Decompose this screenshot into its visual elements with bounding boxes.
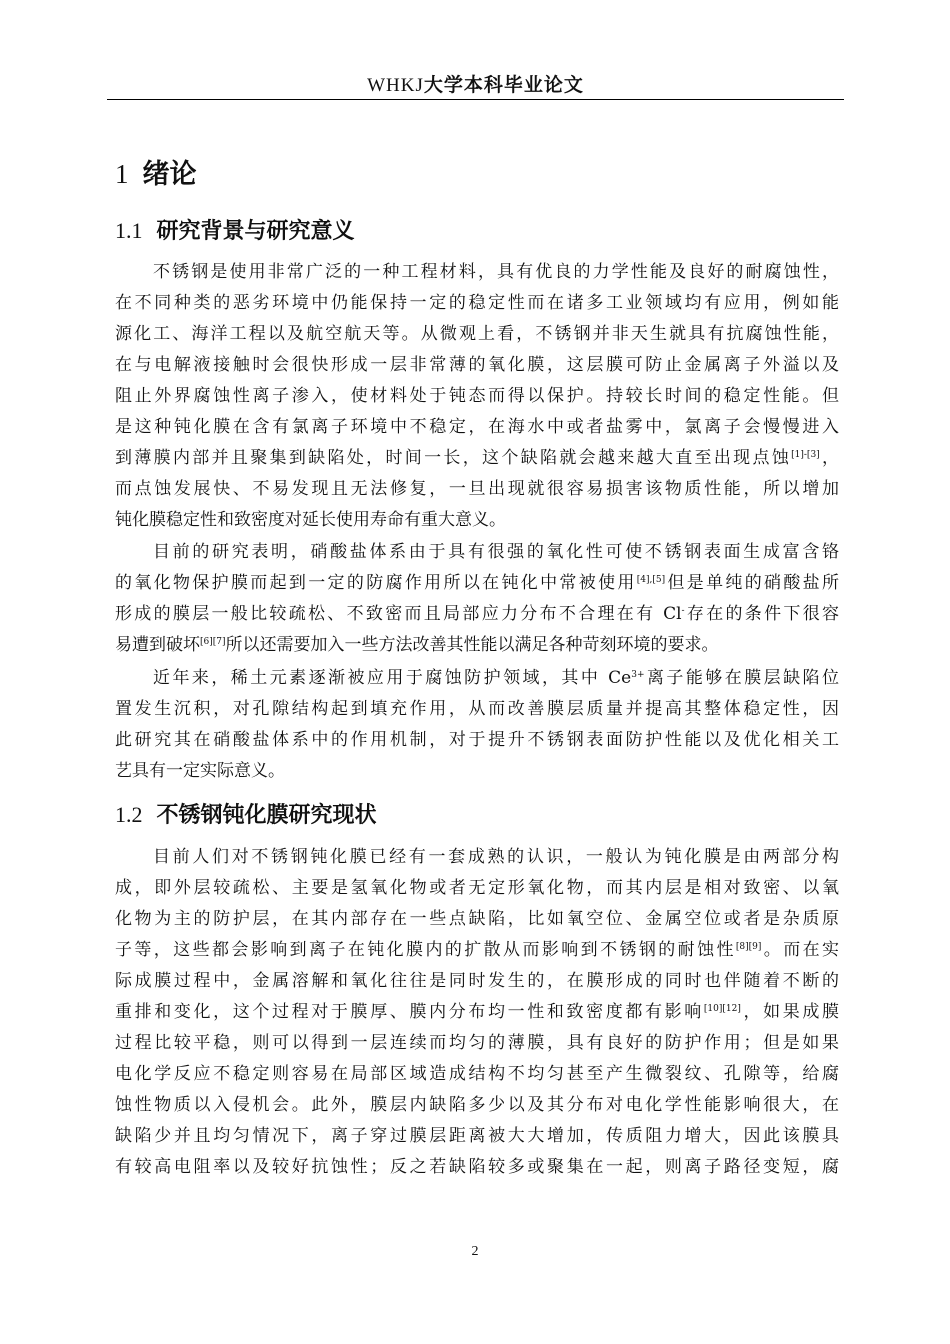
citation: [1]-[3] [791,450,820,460]
text-line: 钝化膜稳定性和致密度对延长使用寿命有重大意义。 [115,510,506,530]
text-line: 阻止外界腐蚀性离子渗入，使材料处于钝态而得以保护。持较长时间的稳定性能。但 [115,386,839,406]
section-number: 1.1 [115,218,143,243]
text-run: 形成的膜层一般比较疏松、不致密而且局部应力分布不合理在有 Cl [115,604,682,624]
text-line: 化物为主的防护层，在其内部存在一些点缺陷，比如氧空位、金属空位或者是杂质原 [115,909,839,929]
text-line: 源化工、海洋工程以及航空航天等。从微观上看，不锈钢并非天生就具有抗腐蚀性能， [115,324,839,344]
text-line: 目前的研究表明，硝酸盐体系由于具有很强的氧化性可使不锈钢表面生成富含铬 [153,542,839,562]
citation: [4],[5] [636,575,666,585]
text-line: 蚀性物质以入侵机会。此外，膜层内缺陷多少以及其分布对电化学性能影响很大，在 [115,1095,839,1115]
text-line-with-superscript [115,600,839,628]
header-title-cjk: 大学本科毕业论文 [423,74,584,96]
text-run: ， [819,448,840,468]
text-line: 在不同种类的恶劣环境中仍能保持一定的稳定性而在诸多工业领域均有应用，例如能 [115,293,839,313]
text-line: 不锈钢是使用非常广泛的一种工程材料，具有优良的力学性能及良好的耐腐蚀性， [153,262,839,282]
page-header [107,70,844,100]
header-title-ascii: WHKJ [367,75,424,96]
text-line: 是这种钝化膜在含有氯离子环境中不稳定，在海水中或者盐雾中，氯离子会慢慢进入 [115,417,839,437]
chapter-title: 绪论 [142,159,197,190]
citation: [8][9] [735,942,762,952]
section-title: 不锈钢钝化膜研究现状 [156,803,377,828]
text-line-with-citation [115,998,839,1026]
section-heading-1-2 [115,798,377,829]
text-run: 重排和变化，这个过程对于膜厚、膜内分布均一性和致密度都有影响 [115,1002,704,1022]
ion-charge: - [681,606,685,616]
citation: [6][7] [200,637,226,647]
text-line: 目前人们对不锈钢钝化膜已经有一套成熟的认识，一般认为钝化膜是由两部分构 [153,847,839,867]
text-run: 子等，这些都会影响到离子在钝化膜内的扩散从而影响到不锈钢的耐蚀性 [115,940,736,960]
text-line-with-citation [115,631,839,659]
chapter-heading [115,152,197,191]
header-rule [107,99,844,100]
text-line-with-citation [115,444,839,472]
text-run: 所以还需要加入一些方法改善其性能以满足各种苛刻环境的要求。 [225,635,719,655]
text-run: 的氧化物保护膜而起到一定的防腐作用所以在钝化中常被使用 [115,573,637,593]
ion-charge: 3+ [631,670,645,680]
text-run: ，如果成膜 [740,1002,840,1022]
text-run: 。而在实 [761,940,840,960]
page-number: 2 [471,1244,479,1259]
text-line: 际成膜过程中，金属溶解和氧化往往是同时发生的，在膜形成的同时也伴随着不断的 [115,971,839,991]
text-run: 存在的条件下很容 [684,604,839,624]
text-line: 有较高电阻率以及较好抗蚀性；反之若缺陷较多或聚集在一起，则离子路径变短，腐 [115,1157,839,1177]
text-run: 易遭到破坏 [115,635,200,655]
text-line: 此研究其在硝酸盐体系中的作用机制，对于提升不锈钢表面防护性能以及优化相关工 [115,730,839,750]
chapter-number: 1 [115,159,129,189]
text-line-with-citation [115,569,839,597]
text-line: 过程比较平稳，则可以得到一层连续而均匀的薄膜，具有良好的防护作用；但是如果 [115,1033,839,1053]
text-line: 缺陷少并且均匀情况下，离子穿过膜层距离被大大增加，传质阻力增大，因此该膜具 [115,1126,839,1146]
text-line-with-citation [115,936,839,964]
text-run: 近年来，稀土元素逐渐被应用于腐蚀防护领域，其中 Ce [153,668,632,688]
text-line-with-superscript [153,664,839,692]
section-heading-1-1 [115,214,355,245]
text-run: 到薄膜内部并且聚集到缺陷处，时间一长，这个缺陷就会越来越大直至出现点蚀 [115,448,792,468]
text-line: 置发生沉积，对孔隙结构起到填充作用，从而改善膜层质量并提高其整体稳定性，因 [115,699,839,719]
text-line: 电化学反应不稳定则容易在局部区域造成结构不均匀甚至产生微裂纹、孔隙等，给腐 [115,1064,839,1084]
text-line: 而点蚀发展快、不易发现且无法修复，一旦出现就很容易损害该物质性能，所以增加 [115,479,839,499]
text-line: 艺具有一定实际意义。 [115,761,285,781]
section-number: 1.2 [115,802,143,827]
citation: [10][12] [703,1004,741,1014]
text-run: 离子能够在膜层缺陷位 [644,668,839,688]
text-line: 成，即外层较疏松、主要是氢氧化物或者无定形氧化物，而其内层是相对致密、以氧 [115,878,839,898]
text-line: 在与电解液接触时会很快形成一层非常薄的氧化膜，这层膜可防止金属离子外溢以及 [115,355,839,375]
section-title: 研究背景与研究意义 [156,219,355,244]
text-run: 但是单纯的硝酸盐所 [665,573,840,593]
